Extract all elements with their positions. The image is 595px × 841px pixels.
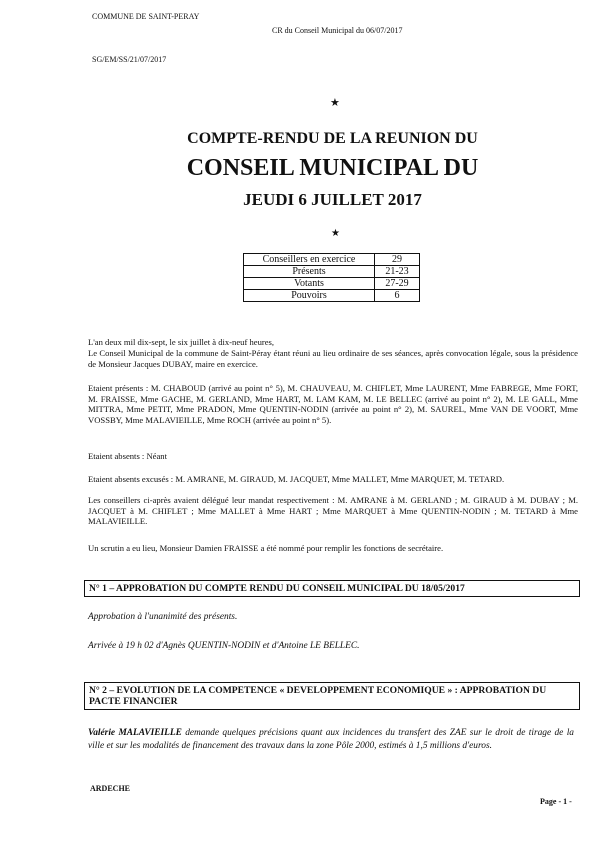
stat-value: 6: [375, 290, 420, 302]
reference-code: SG/EM/SS/21/07/2017: [92, 55, 167, 64]
stat-label: Conseillers en exercice: [244, 254, 375, 266]
table-row: [244, 254, 420, 266]
document-reference: CR du Conseil Municipal du 06/07/2017: [272, 26, 403, 35]
title-line-3: JEUDI 6 JUILLET 2017: [243, 190, 422, 209]
stat-value: 29: [375, 254, 420, 266]
table-row: [244, 290, 420, 302]
stat-value: 27-29: [375, 278, 420, 290]
section-2-text: [88, 727, 574, 752]
section-2-heading: N° 2 – EVOLUTION DE LA COMPETENCE « DEVELOPPEMENT ECONOMIQUE » : APPROBATION DU PACTE FINANCIER: [84, 682, 580, 710]
present-members: Etaient présents : M. CHABOUD (arrivé au point n° 5), M. CHAUVEAU, M. CHIFLET, Mme LAURENT, Mme FABREGE, Mme FORT, M. FRAISSE, Mme GACHE, M. GERLAND, Mme HART, M. LAM KAM, M. LE BELLEC (arrivé au point n° 2), M. LE GALL, Mme MITTRA, Mme PETIT, Mme PRADON, Mme QUENTIN-NODIN (arrivée au point n° 2), M. SAUREL, Mme VAN DE VOORT, Mme VOSSBY, Mme MALAVIEILLE, Mme ROCH (arrivée au point n° 5).: [88, 383, 578, 425]
proxies-paragraph: Les conseillers ci-après avaient délégué leur mandat respectivement : M. AMRANE à M. GERLAND ; M. GIRAUD à M. DUBAY ; M. JACQUET à M. CHIFLET ; Mme MALLET à Mme HART ; Mme MARQUET à Mme QUENTIN-NODIN ; M. TETARD à Mme MALAVIEILLE.: [88, 495, 578, 527]
title-line-2: CONSEIL MUNICIPAL DU: [186, 155, 479, 181]
star-icon-2: ★: [331, 228, 340, 239]
excused-members: Etaient absents excusés : M. AMRANE, M. GIRAUD, M. JACQUET, Mme MALLET, Mme MARQUET, M. TETARD.: [88, 474, 505, 484]
absent-members: Etaient absents : Néant: [88, 451, 167, 461]
section-2-body: demande quelques précisions quant aux incidences du transfert des ZAE sur le droit de tirage de la ville et sur les modalités de financement des travaux dans la zone Pôle 2000, estimés à 1,5 millions d'euros.: [88, 728, 574, 751]
intro-paragraph: Le Conseil Municipal de la commune de Saint-Péray étant réuni au lieu ordinaire de ses séances, après convocation légale, sous la présidence de Monsieur Jacques DUBAY, maire en exercice.: [88, 348, 578, 369]
commune-name: COMMUNE DE SAINT-PERAY: [92, 12, 200, 21]
section-1-approval: Approbation à l'unanimité des présents.: [88, 612, 238, 622]
stat-value: 21-23: [375, 266, 420, 278]
secretary-paragraph: Un scrutin a eu lieu, Monsieur Damien FRAISSE a été nommé pour remplir les fonctions de secrétaire.: [88, 543, 444, 553]
stat-label: Présents: [244, 266, 375, 278]
attendance-table: [243, 253, 420, 302]
intro-date: L'an deux mil dix-sept, le six juillet à dix-neuf heures,: [88, 337, 275, 347]
footer-left: ARDECHE: [90, 784, 131, 793]
table-row: [244, 266, 420, 278]
section-1-heading: N° 1 – APPROBATION DU COMPTE RENDU DU CONSEIL MUNICIPAL DU 18/05/2017: [84, 580, 580, 597]
table-row: [244, 278, 420, 290]
stat-label: Votants: [244, 278, 375, 290]
title-line-1: COMPTE-RENDU DE LA REUNION DU: [187, 130, 478, 147]
section-1-arrival: Arrivée à 19 h 02 d'Agnès QUENTIN-NODIN et d'Antoine LE BELLEC.: [88, 641, 360, 651]
speaker-name: Valérie MALAVIEILLE: [88, 728, 182, 738]
page-number: Page - 1 -: [540, 797, 572, 806]
stat-label: Pouvoirs: [244, 290, 375, 302]
star-icon: ★: [330, 97, 340, 109]
